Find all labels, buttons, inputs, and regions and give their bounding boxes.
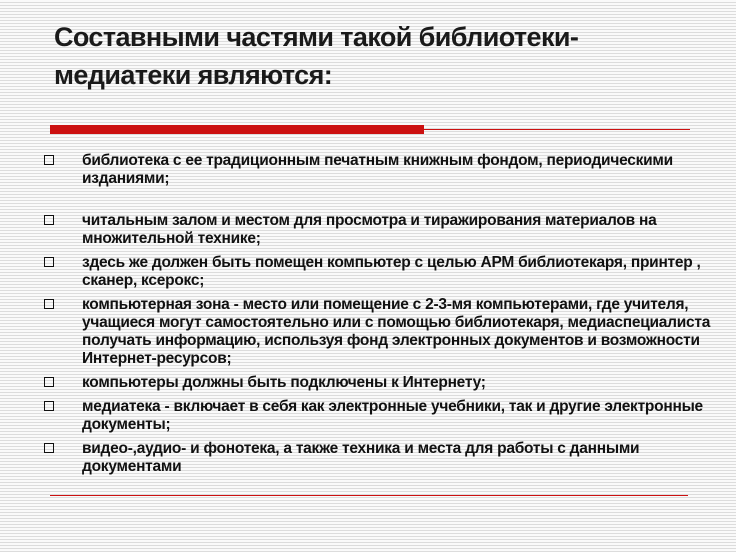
list-item: [44, 254, 714, 290]
list-item-text: здесь же должен быть помещен компьютер с целью АРМ библиотекаря, принтер , сканер, ксерокс;: [82, 254, 701, 289]
list-item-text: читальным залом и местом для просмотра и тиражирования материалов на множительной технике;: [82, 212, 657, 247]
bottom-divider: [50, 495, 688, 496]
list-item-text: компьютеры должны быть подключены к Интернету;: [82, 374, 486, 391]
title-accent-line: [424, 129, 690, 130]
list-item: [44, 374, 714, 392]
square-bullet-icon: [44, 215, 54, 225]
bullet-list: [44, 152, 714, 482]
list-item: [44, 398, 714, 434]
square-bullet-icon: [44, 155, 54, 165]
square-bullet-icon: [44, 401, 54, 411]
list-item-text: видео-,аудио- и фонотека, а также техника и места для работы с данными документами: [82, 440, 640, 475]
list-item-text: библиотека с ее традиционным печатным книжным фондом, периодическими изданиями;: [82, 152, 673, 187]
list-item: [44, 212, 714, 248]
square-bullet-icon: [44, 443, 54, 453]
list-item: [44, 296, 714, 368]
title-accent-bar: [50, 125, 424, 134]
slide-title: Составными частями такой библиотеки-медиатеки являются:: [54, 22, 579, 90]
list-item-text: компьютерная зона - место или помещение с 2-3-мя компьютерами, где учителя, учащиеся могут самостоятельно или с помощью библиотекаря, медиаспециалиста получать информацию, используя фонд электронных документов и возможности Интернет-ресурсов;: [82, 296, 711, 367]
list-item: [44, 152, 714, 188]
square-bullet-icon: [44, 299, 54, 309]
square-bullet-icon: [44, 377, 54, 387]
list-item-text: медиатека - включает в себя как электронные учебники, так и другие электронные документы;: [82, 398, 703, 433]
square-bullet-icon: [44, 257, 54, 267]
list-item: [44, 440, 714, 476]
